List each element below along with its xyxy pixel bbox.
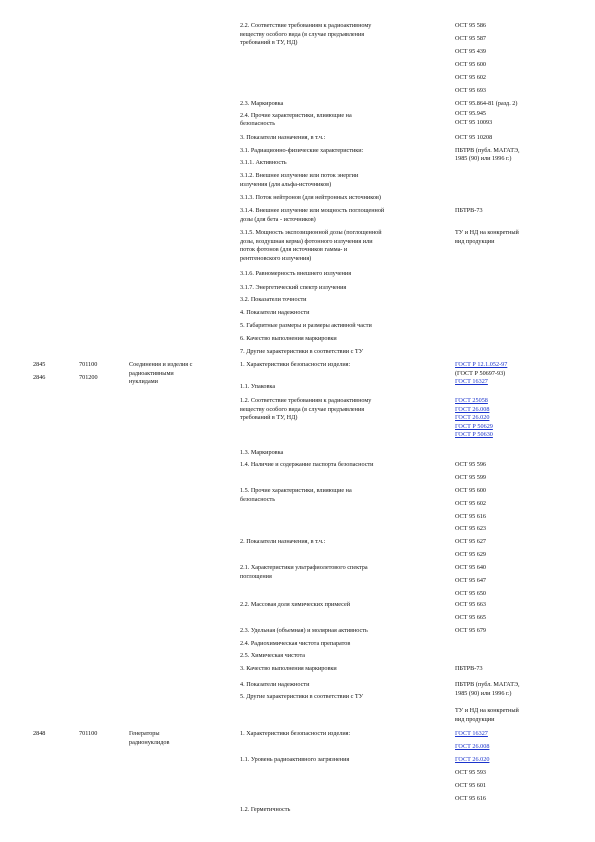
standard-ref: ОСТ 95 593 (455, 769, 487, 776)
standard-ref: ОСТ 95 600 (455, 61, 487, 68)
requirement-text: 3.1. Радиационно-физические характеристики: (240, 147, 364, 154)
standard-link[interactable]: ГОСТ 16327 (455, 378, 488, 385)
standard-ref: (ГОСТ Р 50697-93) (455, 369, 506, 377)
requirement-text: 2.4. Радиохимическая чистота препаратов (240, 640, 351, 647)
standard-link[interactable]: ГОСТ 26.008 (455, 743, 490, 750)
requirement-text: 2.4. Прочие характеристики, влияющие на (240, 112, 352, 119)
standard-ref: ПБТРВ (публ. МАГАТЭ, (455, 147, 520, 154)
standard-ref: ОСТ 95 596 (455, 461, 487, 468)
requirement-text: 3. Качество выполнения маркировки (240, 665, 337, 672)
standard-ref: ОСТ 95 629 (455, 551, 487, 558)
requirement-text: 3.2. Показатели точности (240, 296, 307, 303)
standard-ref: ТУ и НД на конкретный (455, 229, 519, 236)
standard-ref: ОСТ 95 665 (455, 614, 487, 621)
row-number: 2848 (33, 730, 46, 737)
requirement-text: 1.2. Соответствие требованиям к радиоактивному (240, 397, 372, 404)
requirement-text: 2.3. Маркировка (240, 100, 284, 107)
standard-link[interactable]: ГОСТ 25058 (455, 397, 488, 404)
requirement-text: 1.3. Маркировка (240, 449, 284, 456)
standard-ref: ОСТ 95 10208 (455, 134, 493, 141)
standard-ref: ОСТ 95 602 (455, 74, 487, 81)
requirement-text: 3.1.2. Внешнее излучение или поток энергии (240, 172, 359, 179)
requirement-text: 5. Другие характеристики в соответствии с ТУ (240, 693, 364, 700)
standard-ref: ОСТ 95 679 (455, 627, 487, 634)
requirement-text: веществу особого вида (в случае предъявления (240, 30, 365, 38)
requirement-text: 3.1.5. Мощность экспозиционной дозы (поглощенной (240, 229, 382, 236)
requirement-text: поток фотонов (для источников гамма- и (240, 246, 348, 253)
standard-ref: 1985 (90) или 1996 г.) (455, 689, 512, 697)
standard-ref: ОСТ 95 623 (455, 525, 487, 532)
standard-ref: вид продукции (455, 715, 495, 723)
standard-link[interactable]: ГОСТ 26.020 (455, 756, 490, 763)
requirement-text: 2.1. Характеристики ультрафиолетового спектра (240, 564, 368, 571)
standard-link[interactable]: ГОСТ Р 12.1.052-97 (455, 361, 508, 368)
standard-ref: ОСТ 95 586 (455, 22, 487, 29)
okp-code: 701200 (79, 374, 98, 381)
standard-ref: ОСТ 95 602 (455, 500, 487, 507)
standard-ref: 1985 (90) или 1996 г.) (455, 155, 512, 162)
standard-ref: ОСТ 95 693 (455, 87, 487, 94)
standard-ref: ОСТ 95 439 (455, 48, 487, 55)
requirement-text: 4. Показатели надежности (240, 309, 310, 316)
requirement-text: 2. Показатели назначения, в т.ч.: (240, 538, 326, 545)
requirement-text: 7. Другие характеристики в соответствии с ТУ (240, 348, 364, 355)
standard-ref: ОСТ 95 627 (455, 538, 487, 545)
requirement-text: 2.5. Химическая чистота (240, 652, 305, 659)
requirement-text: 1.5. Прочие характеристики, влияющие на (240, 487, 352, 494)
requirement-text: 1.2. Герметичность (240, 806, 291, 813)
requirement-text: 3.1.3. Поток нейтронов (для нейтронных источников) (240, 194, 381, 201)
standard-ref: ОСТ 95 640 (455, 564, 487, 571)
standard-ref: ОСТ 95.864-81 (разд. 2) (455, 100, 518, 107)
row-number: 2846 (33, 374, 46, 381)
standard-link[interactable]: ГОСТ 26.008 (455, 405, 490, 413)
standard-ref: вид продукции (455, 237, 495, 245)
product-name: нуклидами (129, 378, 158, 385)
requirement-text: 1.4. Наличие и содержание паспорта безопасности (240, 461, 374, 468)
requirement-text: 4. Показатели надежности (240, 681, 310, 688)
requirement-text: 3.1.1. Активность (240, 159, 287, 166)
requirement-text: рентгеновского излучения) (240, 254, 312, 262)
requirement-text: веществу особого вида (в случае предъявления (240, 405, 365, 413)
requirement-text: безопасность (240, 495, 276, 503)
standard-ref: ОСТ 95 663 (455, 601, 487, 608)
requirement-text: дозы, воздушная керма) фотонного излучения или (240, 237, 373, 245)
standard-ref: ОСТ 95 616 (455, 795, 487, 802)
requirement-text: 3.1.4. Внешнее излучение или мощность поглощенной (240, 207, 385, 214)
standard-ref: ПБТРВ-73 (455, 665, 483, 672)
product-name: Соединения и изделия с (129, 361, 193, 368)
standard-ref: ПБТРВ-73 (455, 207, 483, 214)
okp-code: 701100 (79, 361, 98, 368)
requirement-text: требований в ТУ, НД) (240, 39, 298, 46)
requirement-text: 1.1. Уровень радиоактивного загрязнения (240, 756, 350, 763)
requirement-text: 2.2. Соответствие требованиям к радиоактивному (240, 22, 372, 29)
requirement-text: 2.3. Удельная (объемная) и молярная активность (240, 627, 368, 634)
requirement-text: дозы (для бета - источников) (240, 215, 316, 223)
standard-ref: ОСТ 95 647 (455, 577, 487, 584)
standard-link[interactable]: ГОСТ 16327 (455, 730, 488, 737)
requirement-text: безопасность (240, 120, 276, 127)
okp-code: 701100 (79, 730, 98, 737)
requirement-text: требований в ТУ, НД) (240, 414, 298, 421)
requirement-text: 2.2. Массовая доля химических примесей (240, 601, 351, 608)
requirement-text: 3.1.6. Равномерность внешнего излучения (240, 270, 352, 277)
requirement-text: 5. Габаритные размеры и размеры активной части (240, 322, 372, 329)
requirement-text: излучения (для альфа-источников) (240, 180, 332, 188)
standard-ref: ОСТ 95 616 (455, 513, 487, 520)
standard-ref: ТУ и НД на конкретный (455, 707, 519, 714)
standard-ref: ОСТ 95 600 (455, 487, 487, 494)
standard-link[interactable]: ГОСТ Р 50629 (455, 422, 493, 430)
requirement-text: 1. Характеристики безопасности изделия: (240, 730, 351, 737)
requirement-text: 6. Качество выполнения маркировки (240, 335, 337, 342)
row-number: 2845 (33, 361, 46, 368)
standard-ref: ОСТ 95 601 (455, 782, 487, 789)
standard-ref: ОСТ 95 599 (455, 474, 487, 481)
standard-ref: ПБТРВ (публ. МАГАТЭ, (455, 681, 520, 688)
product-name: радионуклидов (129, 738, 170, 746)
standard-ref: ОСТ 95.945 (455, 110, 487, 117)
standard-ref: ОСТ 95 587 (455, 35, 487, 42)
product-name: радиоактивными (129, 369, 174, 377)
requirement-text: 1.1. Упаковка (240, 383, 276, 390)
requirement-text: поглощения (240, 572, 272, 580)
product-name: Генераторы (129, 730, 160, 737)
standard-ref: ОСТ 95 10093 (455, 119, 493, 126)
requirement-text: 3. Показатели назначения, в т.ч.: (240, 134, 326, 141)
standard-link[interactable]: ГОСТ 26.020 (455, 414, 490, 421)
standard-link[interactable]: ГОСТ Р 50630 (455, 431, 493, 438)
requirement-text: 3.1.7. Энергетический спектр излучения (240, 284, 347, 291)
standard-ref: ОСТ 95 650 (455, 590, 487, 597)
requirement-text: 1. Характеристики безопасности изделия: (240, 361, 351, 368)
